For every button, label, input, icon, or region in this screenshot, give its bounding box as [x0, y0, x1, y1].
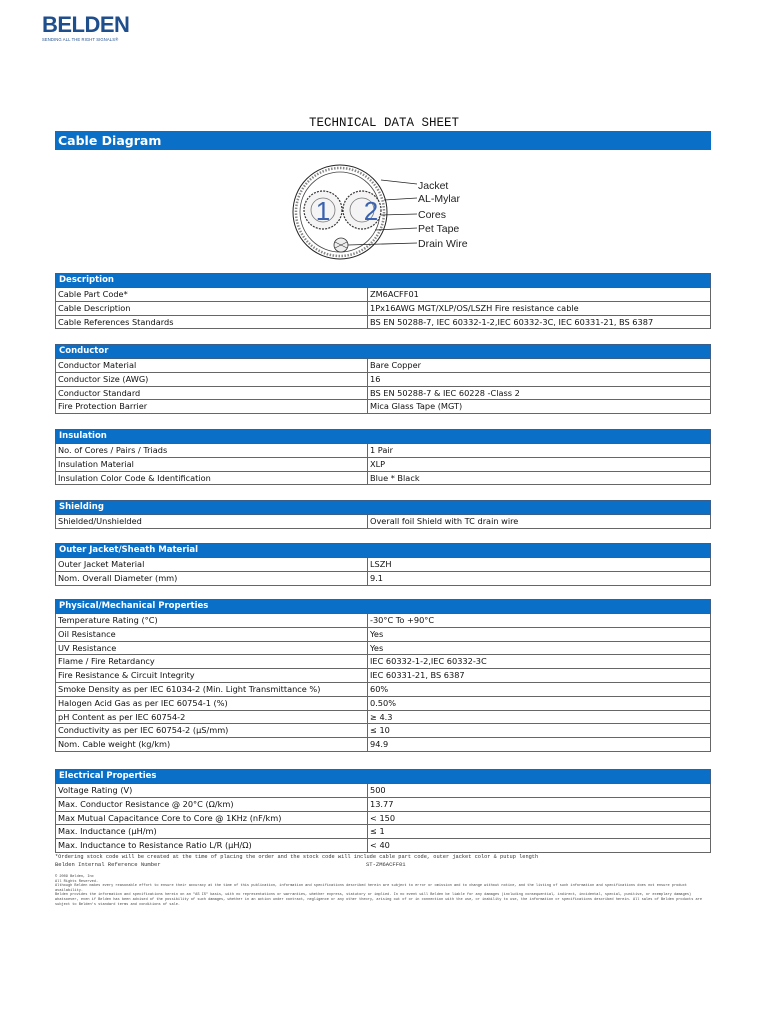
section-insulation	[55, 429, 711, 485]
core-1-label: 1	[315, 196, 331, 226]
property-value: 1Px16AWG MGT/XLP/OS/LSZH Fire resistance cable	[370, 302, 579, 313]
property-value: < 150	[370, 812, 396, 823]
property-value: BS EN 50288-7 & IEC 60228 -Class 2	[370, 387, 520, 398]
legal-notice	[55, 875, 711, 907]
property-label: Conductor Size (AWG)	[56, 373, 368, 386]
property-value: 13.77	[370, 798, 394, 809]
table-row	[55, 724, 711, 738]
table-row	[55, 515, 711, 529]
property-label: Voltage Rating (V)	[56, 784, 368, 797]
section-header: Insulation	[55, 429, 711, 444]
property-label: Conductor Material	[56, 359, 368, 372]
property-value: 500	[370, 785, 386, 795]
property-value: Overall foil Shield with TC drain wire	[370, 516, 519, 526]
mylar-leader	[384, 198, 417, 200]
property-value: 60%	[370, 683, 389, 694]
property-value: IEC 60332-1-2,IEC 60332-3C	[370, 656, 487, 667]
table-row	[55, 373, 711, 387]
table-row	[55, 359, 711, 373]
section-header: Conductor	[55, 344, 711, 359]
property-value: Yes	[370, 628, 384, 639]
belden-logo	[42, 14, 129, 42]
property-label: Insulation Material	[56, 458, 368, 471]
logo-tagline: SENDING ALL THE RIGHT SIGNALS®	[42, 37, 119, 42]
cable-cross-section-diagram	[285, 160, 485, 270]
label-drain-wire: Drain Wire	[418, 238, 468, 250]
property-label: Cable References Standards	[56, 316, 368, 329]
property-label: Flame / Fire Retardancy	[56, 655, 368, 668]
section-physical-mechanical	[55, 599, 711, 752]
property-label: Temperature Rating (°C)	[56, 614, 368, 627]
section-shielding	[55, 500, 711, 529]
property-value: LSZH	[370, 559, 392, 569]
property-label: Oil Resistance	[56, 628, 368, 641]
property-value: Bare Copper	[370, 360, 421, 370]
property-value: IEC 60331-21, BS 6387	[370, 670, 465, 681]
label-pet-tape: Pet Tape	[418, 223, 460, 235]
logo-wordmark: BELDEN	[42, 12, 130, 37]
table-row	[55, 302, 711, 316]
table-row	[55, 738, 711, 752]
property-value: XLP	[370, 458, 386, 469]
table-row	[55, 628, 711, 642]
table-row	[55, 784, 711, 798]
property-label: Max. Inductance (µH/m)	[56, 825, 368, 838]
cable-diagram-svg	[285, 160, 485, 270]
property-label: Outer Jacket Material	[56, 558, 368, 571]
property-value: ≥ 4.3	[370, 711, 393, 722]
table-row	[55, 683, 711, 697]
table-row	[55, 669, 711, 683]
section-header: Shielding	[55, 500, 711, 515]
property-value: 9.1	[370, 572, 384, 583]
section-header: Physical/Mechanical Properties	[55, 599, 711, 614]
property-label: Fire Resistance & Circuit Integrity	[56, 669, 368, 682]
property-label: Shielded/Unshielded	[56, 515, 368, 528]
property-value: ZM6ACFF01	[370, 289, 419, 299]
section-conductor	[55, 344, 711, 414]
table-row	[55, 288, 711, 302]
property-value: 16	[370, 373, 381, 384]
property-label: Insulation Color Code & Identification	[56, 472, 368, 485]
table-row	[55, 812, 711, 826]
rights-line: All Rights Reserved.	[55, 879, 99, 884]
property-label: Max. Conductor Resistance @ 20°C (Ω/km)	[56, 798, 368, 811]
table-row	[55, 572, 711, 586]
section-header: Description	[55, 273, 711, 288]
reference-value: ST-ZM6ACFF01	[366, 861, 406, 868]
section-outer-jacket	[55, 543, 711, 586]
table-row	[55, 458, 711, 472]
table-row	[55, 614, 711, 628]
property-label: pH Content as per IEC 60754-2	[56, 711, 368, 724]
reference-label: Belden Internal Reference Number	[55, 861, 161, 868]
core-2-label: 2	[363, 196, 379, 226]
property-label: Cable Part Code*	[56, 288, 368, 301]
property-label: No. of Cores / Pairs / Triads	[56, 444, 368, 457]
label-al-mylar: AL-Mylar	[418, 193, 461, 205]
table-row	[55, 697, 711, 711]
property-label: Max Mutual Capacitance Core to Core @ 1KHz (nF/km)	[56, 812, 368, 825]
accuracy-disclaimer: Although Belden makes every reasonable effort to ensure their accuracy at the time of this publication, information and specifications described herein are subject to error or omission and to change without notice, and the listing of such information and specifications does not ensure product availability.	[55, 884, 687, 893]
property-label: Smoke Density as per IEC 61034-2 (Min. Light Transmittance %)	[56, 683, 368, 696]
property-label: UV Resistance	[56, 642, 368, 655]
table-row	[55, 472, 711, 486]
ordering-footnote: *Ordering stock code will be created at the time of placing the order and the stock code will include cable part code, outer jacket color & putup length	[55, 854, 539, 860]
table-row	[55, 839, 711, 853]
property-value: ≤ 10	[370, 725, 390, 736]
table-row	[55, 400, 711, 414]
property-value: BS EN 50288-7, IEC 60332-1-2,IEC 60332-3C, IEC 60331-21, BS 6387	[370, 316, 654, 327]
property-value: Mica Glass Tape (MGT)	[370, 401, 463, 412]
table-row	[55, 655, 711, 669]
property-value: Yes	[370, 642, 384, 653]
internal-reference	[55, 861, 711, 869]
table-row	[55, 387, 711, 401]
table-row	[55, 444, 711, 458]
property-value: -30°C To +90°C	[370, 615, 435, 625]
property-label: Cable Description	[56, 302, 368, 315]
cable-diagram-header: Cable Diagram	[55, 131, 711, 150]
table-row	[55, 558, 711, 572]
property-value: 0.50%	[370, 697, 397, 708]
liability-disclaimer: Belden provides the information and specifications herein on an "AS IS" basis, with no representations or warranties, whether express, statutory or implied. In no event will Belden be liable for any damages (including consequential, indirect, incidental, special, punitive, or exemplary damages) whatsoever, even if Belden has been advised of the possibility of such damages, whether in an action under contract, negligence or any other theory, arising out of or in connection with the use, or inability to use, the information or specifications described herein. All sales of Belden products are subject to Belden's standard terms and conditions of sale.	[55, 893, 702, 907]
property-value: Blue * Black	[370, 472, 420, 483]
property-label: Conductivity as per IEC 60754-2 (µS/mm)	[56, 724, 368, 737]
property-value: ≤ 1	[370, 826, 385, 837]
section-description	[55, 273, 711, 329]
jacket-leader	[381, 180, 417, 184]
table-row	[55, 642, 711, 656]
table-row	[55, 711, 711, 725]
copyright-line: © 2009 Belden, Inc	[55, 875, 94, 879]
property-value: 1 Pair	[370, 445, 394, 455]
property-label: Max. Inductance to Resistance Ratio L/R (µH/Ω)	[56, 839, 368, 852]
property-label: Fire Protection Barrier	[56, 400, 368, 413]
table-row	[55, 825, 711, 839]
section-header: Electrical Properties	[55, 769, 711, 784]
property-label: Nom. Cable weight (kg/km)	[56, 738, 368, 751]
table-row	[55, 798, 711, 812]
property-label: Halogen Acid Gas as per IEC 60754-1 (%)	[56, 697, 368, 710]
property-label: Nom. Overall Diameter (mm)	[56, 572, 368, 585]
property-value: 94.9	[370, 739, 389, 750]
label-jacket: Jacket	[418, 180, 449, 192]
section-header: Outer Jacket/Sheath Material	[55, 543, 711, 558]
property-value: < 40	[370, 840, 390, 851]
property-label: Conductor Standard	[56, 387, 368, 400]
table-row	[55, 316, 711, 330]
label-cores: Cores	[418, 209, 447, 221]
section-electrical	[55, 769, 711, 853]
document-title: TECHNICAL DATA SHEET	[308, 116, 460, 130]
document-footer	[55, 854, 711, 907]
